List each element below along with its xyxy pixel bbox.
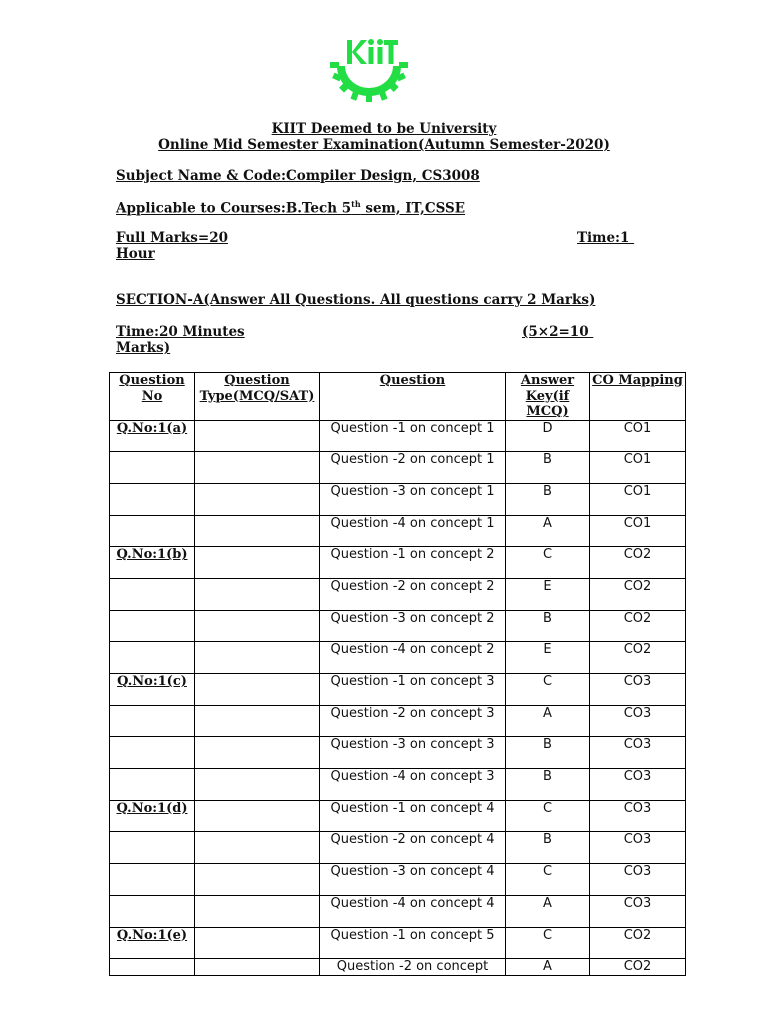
cell-question-no bbox=[110, 737, 195, 769]
cell-answer-key: A bbox=[506, 705, 590, 737]
cell-co-mapping: CO1 bbox=[590, 483, 686, 515]
cell-answer-key: B bbox=[506, 769, 590, 801]
cell-question-type bbox=[195, 864, 320, 896]
cell-answer-key: C bbox=[506, 927, 590, 959]
university-name: KIIT Deemed to be University bbox=[271, 121, 497, 137]
table-header-row bbox=[110, 373, 686, 421]
section-marks-cont: Marks) bbox=[116, 340, 171, 356]
cell-answer-key: B bbox=[506, 737, 590, 769]
table-row bbox=[110, 895, 686, 927]
table-row bbox=[110, 832, 686, 864]
kiit-logo bbox=[329, 36, 409, 102]
cell-question-type bbox=[195, 483, 320, 515]
cell-question: Question -4 on concept 1 bbox=[320, 515, 506, 547]
cell-question-type bbox=[195, 452, 320, 484]
cell-question-type bbox=[195, 705, 320, 737]
cell-question-no bbox=[110, 959, 195, 976]
cell-question-no: Q.No:1(a) bbox=[110, 420, 195, 452]
header-question: Question bbox=[320, 373, 506, 421]
cell-question-type bbox=[195, 927, 320, 959]
kiit-logo-lettering bbox=[347, 39, 398, 64]
cell-co-mapping: CO3 bbox=[590, 737, 686, 769]
cell-co-mapping: CO1 bbox=[590, 515, 686, 547]
full-marks: Full Marks=20 bbox=[116, 230, 228, 246]
cell-answer-key: A bbox=[506, 895, 590, 927]
cell-question: Question -2 on concept 2 bbox=[320, 578, 506, 610]
cell-question: Question -2 on concept 3 bbox=[320, 705, 506, 737]
table-row bbox=[110, 452, 686, 484]
section-title: SECTION-A(Answer All Questions. All questions carry 2 Marks) bbox=[116, 292, 596, 308]
header-co-mapping: CO Mapping bbox=[590, 373, 686, 421]
header-question-type: Question Type(MCQ/SAT) bbox=[195, 373, 320, 421]
cell-question-no bbox=[110, 705, 195, 737]
cell-question-no bbox=[110, 832, 195, 864]
cell-question-type bbox=[195, 832, 320, 864]
table-row bbox=[110, 959, 686, 976]
subject-line: Subject Name & Code:Compiler Design, CS3008 bbox=[116, 168, 480, 184]
cell-question: Question -1 on concept 5 bbox=[320, 927, 506, 959]
cell-question-no: Q.No:1(e) bbox=[110, 927, 195, 959]
cell-co-mapping: CO2 bbox=[590, 927, 686, 959]
cell-co-mapping: CO3 bbox=[590, 864, 686, 896]
cell-question-no bbox=[110, 578, 195, 610]
table-row bbox=[110, 420, 686, 452]
table-row bbox=[110, 547, 686, 579]
cell-answer-key: D bbox=[506, 420, 590, 452]
courses-sup: th bbox=[351, 199, 361, 209]
table-row bbox=[110, 515, 686, 547]
cell-question: Question -3 on concept 3 bbox=[320, 737, 506, 769]
cell-answer-key: E bbox=[506, 642, 590, 674]
cell-answer-key: A bbox=[506, 959, 590, 976]
cell-co-mapping: CO2 bbox=[590, 547, 686, 579]
cell-question: Question -1 on concept 3 bbox=[320, 674, 506, 706]
cell-question-type bbox=[195, 769, 320, 801]
cell-question-no bbox=[110, 483, 195, 515]
cell-co-mapping: CO2 bbox=[590, 610, 686, 642]
time-label: Time:1 bbox=[577, 230, 635, 246]
courses-suffix: sem, IT,CSSE bbox=[360, 200, 466, 217]
cell-question-no bbox=[110, 769, 195, 801]
cell-question-type bbox=[195, 515, 320, 547]
cell-co-mapping: CO3 bbox=[590, 769, 686, 801]
cell-question-type bbox=[195, 578, 320, 610]
cell-question-no bbox=[110, 895, 195, 927]
table-row bbox=[110, 610, 686, 642]
cell-question: Question -2 on concept 4 bbox=[320, 832, 506, 864]
cell-question-no: Q.No:1(b) bbox=[110, 547, 195, 579]
cell-question-type bbox=[195, 959, 320, 976]
cell-co-mapping: CO2 bbox=[590, 578, 686, 610]
cell-co-mapping: CO1 bbox=[590, 452, 686, 484]
cell-question: Question -1 on concept 4 bbox=[320, 800, 506, 832]
cell-question-type bbox=[195, 800, 320, 832]
cell-co-mapping: CO3 bbox=[590, 895, 686, 927]
table-row bbox=[110, 769, 686, 801]
cell-question: Question -2 on concept 1 bbox=[320, 452, 506, 484]
cell-question: Question -1 on concept 1 bbox=[320, 420, 506, 452]
table-row bbox=[110, 578, 686, 610]
cell-question-type bbox=[195, 674, 320, 706]
cell-answer-key: B bbox=[506, 452, 590, 484]
cell-question-no bbox=[110, 515, 195, 547]
cell-question-type bbox=[195, 895, 320, 927]
cell-answer-key: C bbox=[506, 547, 590, 579]
question-table bbox=[109, 372, 686, 976]
cell-question-type bbox=[195, 737, 320, 769]
cell-question: Question -4 on concept 4 bbox=[320, 895, 506, 927]
table-row bbox=[110, 800, 686, 832]
table-row bbox=[110, 927, 686, 959]
cell-co-mapping: CO2 bbox=[590, 642, 686, 674]
cell-question: Question -1 on concept 2 bbox=[320, 547, 506, 579]
cell-question-type bbox=[195, 420, 320, 452]
cell-co-mapping: CO3 bbox=[590, 705, 686, 737]
table-row bbox=[110, 705, 686, 737]
cell-co-mapping: CO3 bbox=[590, 832, 686, 864]
courses-prefix: Applicable to Courses:B.Tech 5 bbox=[116, 200, 352, 217]
cell-answer-key: B bbox=[506, 483, 590, 515]
cell-question-type bbox=[195, 642, 320, 674]
cell-answer-key: A bbox=[506, 515, 590, 547]
time-hour: Hour bbox=[116, 246, 155, 262]
cell-question: Question -3 on concept 2 bbox=[320, 610, 506, 642]
cell-question: Question -2 on concept bbox=[320, 959, 506, 976]
cell-question: Question -3 on concept 4 bbox=[320, 864, 506, 896]
table-row bbox=[110, 864, 686, 896]
cell-co-mapping: CO2 bbox=[590, 959, 686, 976]
cell-question-no bbox=[110, 864, 195, 896]
exam-title: Online Mid Semester Examination(Autumn Semester-2020) bbox=[158, 137, 610, 153]
cell-question-type bbox=[195, 610, 320, 642]
cell-co-mapping: CO3 bbox=[590, 674, 686, 706]
cell-question-no: Q.No:1(c) bbox=[110, 674, 195, 706]
cell-answer-key: C bbox=[506, 800, 590, 832]
cell-question-type bbox=[195, 547, 320, 579]
cell-question-no: Q.No:1(d) bbox=[110, 800, 195, 832]
section-time: Time:20 Minutes bbox=[116, 324, 245, 340]
header-answer-key: Answer Key(if MCQ) bbox=[506, 373, 590, 421]
cell-question: Question -3 on concept 1 bbox=[320, 483, 506, 515]
cell-co-mapping: CO3 bbox=[590, 800, 686, 832]
cell-question-no bbox=[110, 452, 195, 484]
cell-co-mapping: CO1 bbox=[590, 420, 686, 452]
cell-answer-key: C bbox=[506, 674, 590, 706]
section-marks: (5×2=10 bbox=[522, 324, 594, 340]
cell-answer-key: E bbox=[506, 578, 590, 610]
table-row bbox=[110, 674, 686, 706]
cell-question-no bbox=[110, 610, 195, 642]
cell-question: Question -4 on concept 3 bbox=[320, 769, 506, 801]
courses-line bbox=[116, 199, 465, 217]
cell-question-no bbox=[110, 642, 195, 674]
cell-question: Question -4 on concept 2 bbox=[320, 642, 506, 674]
header-question-no: Question No bbox=[110, 373, 195, 421]
cell-answer-key: C bbox=[506, 864, 590, 896]
table-row bbox=[110, 642, 686, 674]
table-row bbox=[110, 737, 686, 769]
cell-answer-key: B bbox=[506, 610, 590, 642]
cell-answer-key: B bbox=[506, 832, 590, 864]
table-row bbox=[110, 483, 686, 515]
